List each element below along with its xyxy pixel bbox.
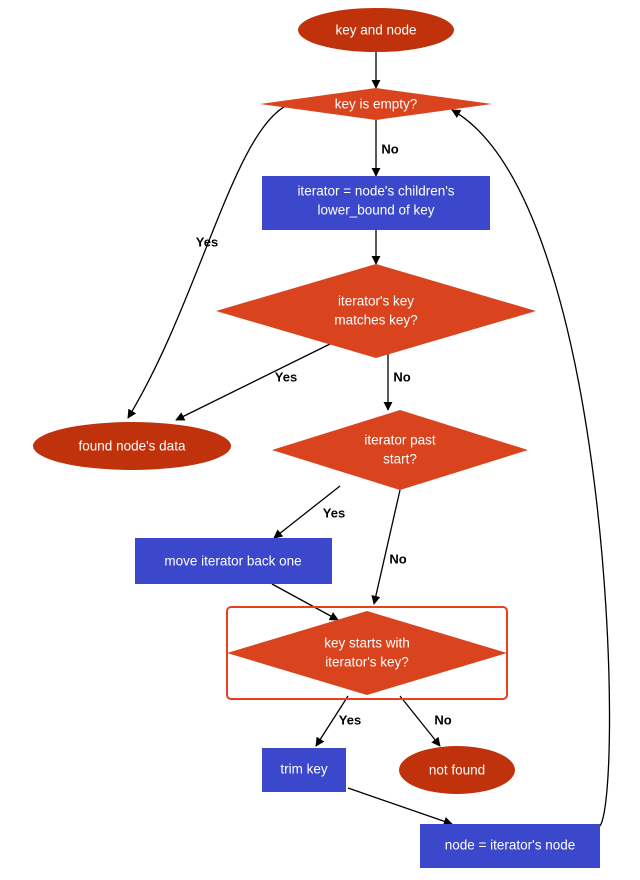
edge-label-starts-with-yes: Yes (338, 712, 362, 728)
node-iterator-matches-key-label-line1: iterator's key (337, 293, 415, 309)
edge-label-starts-with-no: No (434, 712, 452, 728)
node-iterator-matches-key-shape (216, 264, 536, 358)
node-not-found-label: not found (428, 762, 486, 778)
node-iterator-matches-key[interactable] (216, 264, 536, 358)
edge-label-matches-no: No (393, 369, 411, 385)
node-key-is-empty-label: key is empty? (334, 96, 418, 112)
node-key-starts-with[interactable] (227, 611, 507, 695)
node-start-label: key and node (335, 22, 417, 38)
node-start[interactable] (298, 8, 454, 52)
node-iterator-matches-key-label-line2: matches key? (334, 312, 418, 328)
node-key-starts-with-shape (227, 611, 507, 695)
node-key-starts-with-label-line1: key starts with (324, 635, 410, 651)
node-not-found[interactable] (399, 746, 515, 794)
node-key-is-empty[interactable] (260, 88, 492, 120)
edge-trim-key-to-node-assign (348, 788, 452, 824)
edge-key-empty-yes (128, 104, 290, 418)
node-iterator-past-start-shape (272, 410, 528, 490)
edge-matches-yes (176, 344, 330, 420)
node-iterator-init-label-line2: lower_bound of key (317, 202, 435, 218)
node-found-data[interactable] (33, 422, 231, 470)
node-iterator-past-start[interactable] (272, 410, 528, 490)
node-iterator-past-start-label-line2: start? (383, 451, 417, 467)
edge-label-matches-yes: Yes (274, 369, 298, 385)
edge-label-past-start-no: No (389, 551, 407, 567)
node-key-starts-with-label-line2: iterator's key? (325, 654, 409, 670)
node-trim-key[interactable] (262, 748, 346, 792)
edge-label-key-empty-yes: Yes (195, 234, 219, 250)
node-iterator-init-label-line1: iterator = node's children's (297, 183, 455, 199)
node-move-iterator-back-label: move iterator back one (164, 553, 302, 569)
node-node-assign[interactable] (420, 824, 600, 868)
edge-past-start-no (374, 490, 400, 604)
node-iterator-past-start-label-line1: iterator past (364, 432, 436, 448)
node-found-data-label: found node's data (78, 438, 186, 454)
edge-label-past-start-yes: Yes (322, 505, 346, 521)
node-node-assign-label: node = iterator's node (444, 837, 576, 853)
node-move-iterator-back[interactable] (135, 538, 332, 584)
node-iterator-init[interactable] (262, 176, 490, 230)
node-trim-key-label: trim key (280, 761, 328, 777)
edge-move-back-to-starts-with (272, 584, 338, 620)
edge-label-key-empty-no: No (381, 141, 399, 157)
